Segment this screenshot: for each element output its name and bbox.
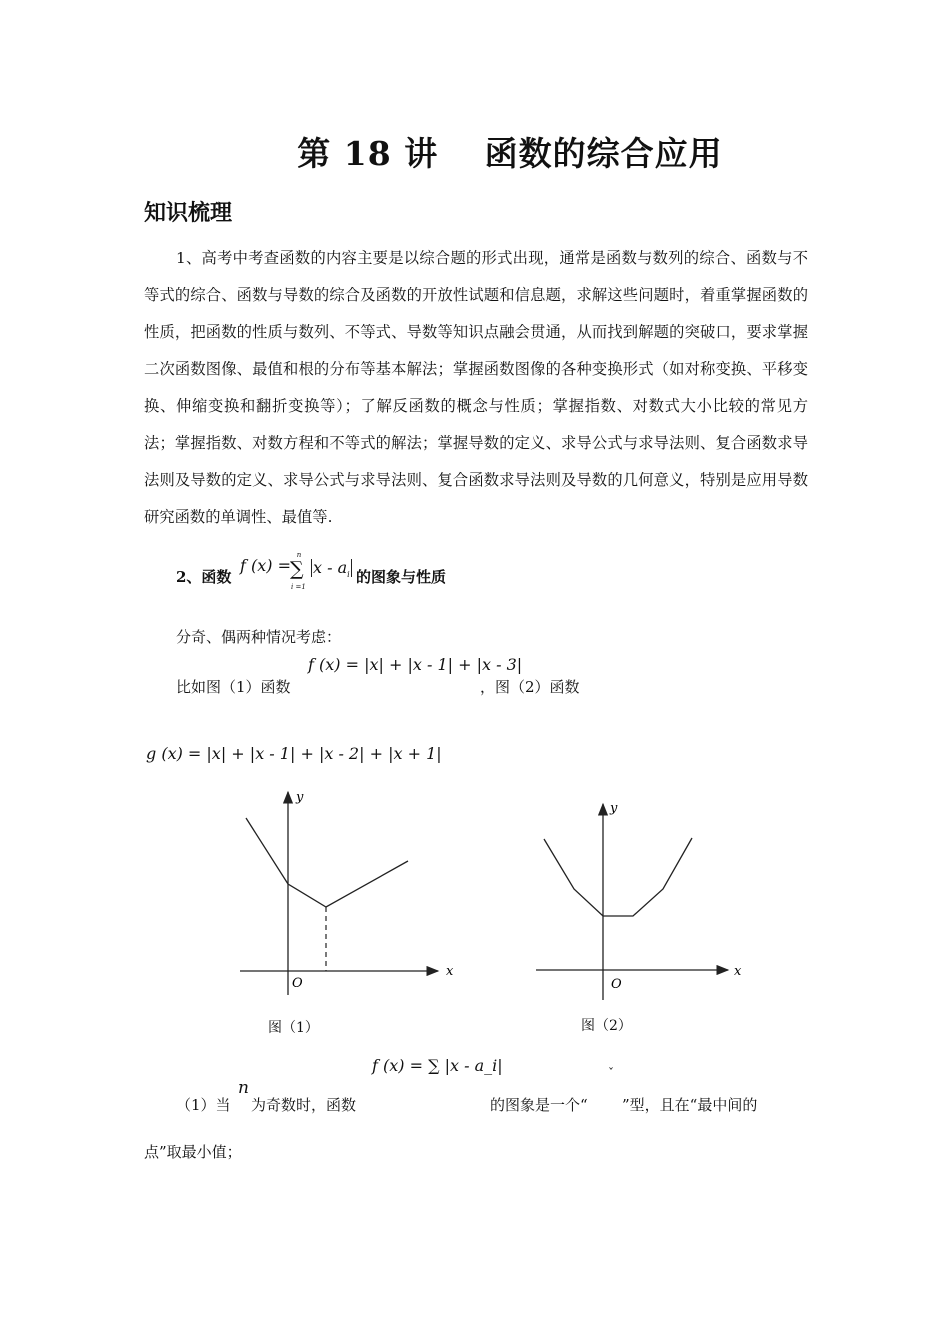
item2-abs-body: x - a <box>313 558 348 577</box>
odd-text-c: 的图象是一个“ <box>490 1096 588 1114</box>
sigma-symbol: ∑ <box>290 558 304 580</box>
odd-text-b: 为奇数时，函数 <box>251 1096 357 1114</box>
page-title: 第 18 讲 函数的综合应用 <box>297 134 723 173</box>
figure-1-graph <box>230 780 460 1000</box>
odd-text-d: ”型，且在“最中间的 <box>622 1096 758 1114</box>
figure-2-caption: 图（2） <box>581 1018 632 1034</box>
sigma-top: n <box>296 551 302 559</box>
fig1-y-label: y <box>296 790 304 805</box>
fig2-y-label: y <box>610 801 618 816</box>
figure-1-caption: 图（1） <box>268 1020 319 1036</box>
item2-prefix: 2、函数 <box>176 568 232 586</box>
fig1-x-label: x <box>446 964 454 979</box>
formula-f: f (x) = |x| + |x - 1| + |x - 3| <box>308 655 523 674</box>
example-suffix: ，图（2）函数 <box>480 678 580 696</box>
formula-g: g (x) = |x| + |x - 1| + |x - 2| + |x + 1| <box>146 744 442 763</box>
item2-suffix: 的图象与性质 <box>356 568 447 586</box>
cases-line: 分奇、偶两种情况考虑： <box>176 628 342 646</box>
odd-text-a: （1）当 <box>176 1096 231 1114</box>
odd-formula <box>372 1056 503 1075</box>
fig1-origin-label: O <box>292 976 303 991</box>
figure-2-graph <box>530 790 760 1010</box>
fig2-origin-label: O <box>611 977 622 992</box>
example-prefix: 比如图（1）函数 <box>176 678 291 696</box>
section-heading: 知识梳理 <box>144 200 233 226</box>
item2-formula-lhs: f (x) = <box>240 556 292 575</box>
odd-formula-text: f (x) = ∑ |x - a_i| <box>372 1056 503 1075</box>
item2-abs-sub: i <box>347 570 350 580</box>
odd-n: n <box>238 1078 249 1098</box>
item2-formula <box>240 556 291 575</box>
fig1-curve <box>246 818 408 907</box>
paragraph-intro: 1、高考中考查函数的内容主要是以综合题的形式出现，通常是函数与数列的综合、函数与不等式的综合、函数与导数的综合及函数的开放性试题和信息题，求解这些问题时，着重掌握函数的性质，把函数的性质与数列、不等式、导数等知识点融会贯通，从而找到解题的突破口，要求掌握二次函数图像、最值和根的分布等基本解法；掌握函数图像的各种变换形式（如对称变换、平移变换、伸缩变换和翻折变换等）；了解反函数的概念与性质；掌握指数、对数式大小比较的常见方法；掌握指数、对数方程和不等式的解法；掌握导数的定义、求导公式与求导法则、复合函数求导法则及导数的定义、求导公式与求导法则、复合函数求导法则及导数的几何意义，特别是应用导数研究函数的单调性、最值等. <box>144 249 808 526</box>
odd-text-e: 点”取最小值； <box>144 1143 242 1161</box>
sigma-bottom: i =1 <box>291 583 306 591</box>
fig2-x-label: x <box>734 964 742 979</box>
fig2-curve <box>544 838 692 916</box>
odd-v-mark: ˇ <box>608 1066 614 1080</box>
item2-abs <box>310 558 353 579</box>
